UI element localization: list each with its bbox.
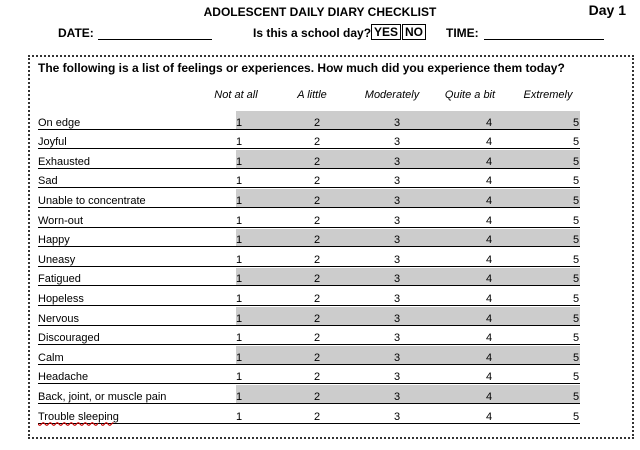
date-field[interactable] [98,39,212,40]
rating-option-1[interactable]: 1 [236,292,243,305]
rating-option-4[interactable]: 4 [486,194,493,207]
rating-option-2[interactable]: 2 [314,175,321,188]
rating-option-1[interactable]: 1 [236,410,243,423]
rating-option-4[interactable]: 4 [486,312,493,325]
rating-option-5[interactable]: 5 [573,175,580,188]
rating-option-5[interactable]: 5 [573,234,580,247]
rating-option-5[interactable]: 5 [573,116,580,129]
scale-heading: Quite a bit [444,89,496,101]
item-label: Nervous [38,312,79,325]
rating-option-5[interactable]: 5 [573,273,580,286]
table-row [38,247,580,267]
item-label: On edge [38,116,81,129]
table-row [38,286,580,306]
item-label: Worn-out [38,214,84,227]
rating-option-4[interactable]: 4 [486,155,493,168]
rating-option-3[interactable]: 3 [394,292,401,305]
rating-option-2[interactable]: 2 [314,116,321,129]
rating-option-2[interactable]: 2 [314,312,321,325]
row-shading [236,189,580,208]
rating-option-2[interactable]: 2 [314,351,321,364]
rating-option-2[interactable]: 2 [314,371,321,384]
rating-option-3[interactable]: 3 [394,332,401,345]
rating-option-2[interactable]: 2 [314,155,321,168]
rating-option-4[interactable]: 4 [486,175,493,188]
rating-option-1[interactable]: 1 [236,253,243,266]
instructions-text: The following is a list of feelings or experiences. How much did you experience them today? [38,61,565,75]
date-label: DATE: [58,26,94,40]
rating-option-3[interactable]: 3 [394,234,401,247]
scale-heading: Not at all [214,89,258,101]
rating-option-1[interactable]: 1 [236,371,243,384]
item-label: Happy [38,234,70,247]
rating-option-4[interactable]: 4 [486,136,493,149]
rating-option-5[interactable]: 5 [573,214,580,227]
table-row [38,404,580,424]
rating-option-5[interactable]: 5 [573,332,580,345]
rating-option-4[interactable]: 4 [486,116,493,129]
rating-option-5[interactable]: 5 [573,136,580,149]
rating-option-2[interactable]: 2 [314,410,321,423]
rating-option-3[interactable]: 3 [394,214,401,227]
rating-option-1[interactable]: 1 [236,155,243,168]
item-label: Discouraged [38,332,100,345]
rating-option-2[interactable]: 2 [314,273,321,286]
item-label: Fatigued [38,273,81,286]
rating-option-5[interactable]: 5 [573,253,580,266]
table-row [38,130,580,150]
rating-option-5[interactable]: 5 [573,312,580,325]
rating-option-4[interactable]: 4 [486,390,493,403]
table-row [38,188,580,208]
scale-heading: A little [297,89,327,101]
rating-option-1[interactable]: 1 [236,273,243,286]
rating-option-4[interactable]: 4 [486,410,493,423]
row-shading [236,268,580,287]
item-label: Hopeless [38,292,84,305]
item-label: Exhausted [38,155,90,168]
rating-option-4[interactable]: 4 [486,371,493,384]
rating-option-1[interactable]: 1 [236,390,243,403]
item-label: Headache [38,371,89,384]
time-label: TIME: [446,26,479,40]
rating-option-1[interactable]: 1 [236,136,243,149]
scale-heading: Moderately [364,89,420,101]
rating-option-4[interactable]: 4 [486,351,493,364]
rating-option-3[interactable]: 3 [394,136,401,149]
rating-option-2[interactable]: 2 [314,214,321,227]
school-day-question: Is this a school day? [253,26,372,40]
rating-option-3[interactable]: 3 [394,194,401,207]
table-row [38,169,580,189]
rating-option-3[interactable]: 3 [394,273,401,286]
row-rule [38,423,580,424]
table-row [38,208,580,228]
row-shading [236,307,580,326]
rating-option-4[interactable]: 4 [486,332,493,345]
rating-option-4[interactable]: 4 [486,292,493,305]
rating-option-1[interactable]: 1 [236,194,243,207]
scale-heading: Extremely [523,89,573,101]
rating-option-2[interactable]: 2 [314,390,321,403]
table-row [38,267,580,287]
item-label: Sad [38,175,58,188]
rating-option-3[interactable]: 3 [394,175,401,188]
rating-option-5[interactable]: 5 [573,390,580,403]
table-row [38,149,580,169]
table-row [38,306,580,326]
rating-option-4[interactable]: 4 [486,273,493,286]
rating-option-5[interactable]: 5 [573,410,580,423]
rating-option-4[interactable]: 4 [486,234,493,247]
rating-option-4[interactable]: 4 [486,253,493,266]
rating-option-1[interactable]: 1 [236,312,243,325]
rating-option-5[interactable]: 5 [573,194,580,207]
table-row [38,384,580,404]
rating-option-3[interactable]: 3 [394,312,401,325]
rating-option-1[interactable]: 1 [236,332,243,345]
rating-option-3[interactable]: 3 [394,410,401,423]
time-field[interactable] [484,39,604,40]
rating-option-5[interactable]: 5 [573,155,580,168]
item-label: Calm [38,351,64,364]
rating-option-3[interactable]: 3 [394,371,401,384]
table-row [38,365,580,385]
rating-option-1[interactable]: 1 [236,234,243,247]
rating-option-1[interactable]: 1 [236,175,243,188]
item-label: Trouble sleeping [38,410,119,423]
table-row [38,345,580,365]
rating-option-5[interactable]: 5 [573,292,580,305]
rating-option-3[interactable]: 3 [394,253,401,266]
row-shading [236,385,580,404]
row-shading [236,150,580,169]
item-label: Back, joint, or muscle pain [38,390,167,403]
header-row [0,24,640,42]
item-label: Unable to concentrate [38,194,146,207]
table-row [38,326,580,346]
rating-option-2[interactable]: 2 [314,136,321,149]
item-label: Uneasy [38,253,76,266]
rating-option-2[interactable]: 2 [314,332,321,345]
rating-option-3[interactable]: 3 [394,390,401,403]
item-label: Joyful [38,136,67,149]
rating-option-4[interactable]: 4 [486,214,493,227]
rating-option-3[interactable]: 3 [394,155,401,168]
rating-option-1[interactable]: 1 [236,116,243,129]
yes-option[interactable]: YES [371,24,401,40]
no-option[interactable]: NO [402,24,426,40]
row-shading [236,111,580,130]
rating-option-1[interactable]: 1 [236,214,243,227]
rating-option-2[interactable]: 2 [314,194,321,207]
rating-option-3[interactable]: 3 [394,351,401,364]
rating-option-2[interactable]: 2 [314,234,321,247]
rating-option-2[interactable]: 2 [314,253,321,266]
rating-option-2[interactable]: 2 [314,292,321,305]
rating-option-3[interactable]: 3 [394,116,401,129]
table-row [38,110,580,130]
row-shading [236,346,580,365]
table-row [38,228,580,248]
rating-option-5[interactable]: 5 [573,371,580,384]
page-title: ADOLESCENT DAILY DIARY CHECKLIST [203,5,437,19]
rating-option-1[interactable]: 1 [236,351,243,364]
row-shading [236,229,580,248]
rating-option-5[interactable]: 5 [573,351,580,364]
day-label: Day 1 [588,2,626,18]
